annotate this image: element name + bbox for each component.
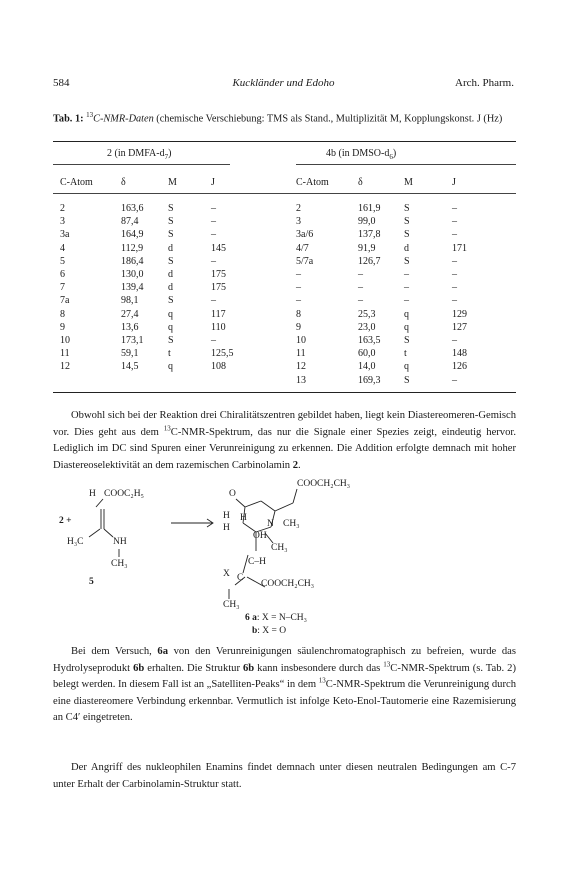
table-cell: 161,9 bbox=[358, 203, 381, 214]
table-cell: 127 bbox=[452, 321, 467, 333]
journal-name: Arch. Pharm. bbox=[455, 77, 514, 89]
table-cell: d bbox=[168, 282, 173, 294]
table-cell: – bbox=[452, 203, 457, 214]
caption-isotope: 13 bbox=[86, 111, 94, 119]
caption-title: C-NMR-Daten bbox=[93, 113, 154, 125]
table-cell: 3 bbox=[60, 216, 65, 228]
column-header: M bbox=[404, 177, 413, 188]
table-cell: 169,3 bbox=[358, 374, 381, 386]
table-cell: – bbox=[452, 374, 457, 386]
table-cell: 9 bbox=[60, 321, 65, 333]
table-cell: 11 bbox=[60, 348, 70, 360]
table-cell: 164,9 bbox=[121, 229, 144, 241]
table-cell: 129 bbox=[452, 308, 467, 320]
table-cell: 10 bbox=[60, 335, 70, 346]
reactant-2-prefix: 2 + bbox=[59, 516, 72, 526]
table-cell: 23,0 bbox=[358, 321, 376, 333]
table-cell: S bbox=[168, 203, 174, 214]
table-cell: 139,4 bbox=[121, 282, 144, 294]
product-ch3b: CH₃ bbox=[271, 543, 288, 553]
product-h3a: H bbox=[240, 513, 247, 523]
table-cell: d bbox=[168, 242, 173, 254]
running-header bbox=[53, 77, 514, 91]
table-cell: 173,1 bbox=[121, 335, 144, 346]
table-cell: d bbox=[404, 242, 409, 254]
table-cell: – bbox=[452, 229, 457, 241]
header-bottom-rule bbox=[53, 193, 516, 194]
table-caption bbox=[53, 108, 516, 126]
table-cell: 13,6 bbox=[121, 321, 139, 333]
table-cell: q bbox=[404, 308, 409, 320]
table-cell: – bbox=[452, 335, 457, 346]
table-label: Tab. 1: bbox=[53, 113, 84, 125]
table-cell: S bbox=[168, 295, 174, 307]
product-label-6a: 6 a: X = N–CH₃ bbox=[245, 613, 307, 623]
table-cell: 186,4 bbox=[121, 255, 144, 267]
table-cell: 8 bbox=[296, 308, 301, 320]
table-cell: 13 bbox=[296, 374, 306, 386]
table-cell: 137,8 bbox=[358, 229, 381, 241]
table-cell: t bbox=[404, 348, 407, 360]
table-cell: – bbox=[211, 335, 216, 346]
table-cell: – bbox=[452, 282, 457, 294]
table-cell: S bbox=[168, 255, 174, 267]
table-cell: 126 bbox=[452, 361, 467, 373]
table-cell: 117 bbox=[211, 308, 226, 320]
table-cell: 130,0 bbox=[121, 269, 144, 280]
table-cell: S bbox=[168, 229, 174, 241]
table-cell: S bbox=[168, 216, 174, 228]
table-cell: 25,3 bbox=[358, 308, 376, 320]
table-cell: 108 bbox=[211, 361, 226, 373]
product-n: N bbox=[267, 519, 274, 529]
table-cell: – bbox=[296, 269, 301, 280]
table-cell: 11 bbox=[296, 348, 306, 360]
table-cell: 9 bbox=[296, 321, 301, 333]
column-header: C-Atom bbox=[60, 177, 93, 188]
table-cell: d bbox=[168, 269, 173, 280]
group-header-right: 4b (in DMSO-$d_6$) bbox=[326, 148, 397, 161]
table-cell: 14,5 bbox=[121, 361, 139, 373]
table-cell: 91,9 bbox=[358, 242, 376, 254]
reactant-label: 5 bbox=[89, 577, 94, 587]
table-cell: 148 bbox=[452, 348, 467, 360]
running-authors: Kuckländer und Edoho bbox=[232, 77, 335, 89]
product-h1: H bbox=[223, 511, 230, 521]
product-ester-top: COOCH₂CH₃ bbox=[297, 479, 351, 489]
table-cell: – bbox=[404, 282, 409, 294]
table-cell: 7 bbox=[60, 282, 65, 294]
table-cell: 3 bbox=[296, 216, 301, 228]
product-oh: OH bbox=[253, 531, 267, 541]
table-cell: 5/7a bbox=[296, 255, 314, 267]
table-cell: 98,1 bbox=[121, 295, 139, 307]
table-cell: S bbox=[404, 374, 410, 386]
table-cell: q bbox=[168, 321, 173, 333]
table-cell: 10 bbox=[296, 335, 306, 346]
table-cell: 126,7 bbox=[358, 255, 381, 267]
table-cell: 163,6 bbox=[121, 203, 144, 214]
product-nch3: CH₃ bbox=[283, 519, 300, 529]
table-top-rule bbox=[53, 141, 516, 142]
table-cell: 3a/6 bbox=[296, 229, 314, 241]
table-cell: 6 bbox=[60, 269, 65, 280]
reaction-scheme bbox=[53, 477, 516, 627]
product-o: O bbox=[229, 489, 236, 499]
table-cell: S bbox=[404, 203, 410, 214]
product-label-6b: b: X = O bbox=[252, 626, 287, 636]
table-cell: – bbox=[452, 216, 457, 228]
caption-rest: (chemische Verschiebung: TMS als Stand., Multiplizität M, Kopplungskonst. J (Hz) bbox=[153, 113, 503, 125]
table-cell: – bbox=[211, 295, 216, 307]
table-cell: 87,4 bbox=[121, 216, 139, 228]
table-cell: 145 bbox=[211, 242, 226, 254]
group-left-rule bbox=[53, 164, 230, 165]
paragraph-3: Der Angriff des nukleophilen Enamins findet demnach unter diesen neutralen Bedingungen am C-7 unter Erhalt der Carbinolamin-Struktur statt. bbox=[53, 762, 516, 790]
table-cell: 110 bbox=[211, 321, 226, 333]
paragraph-2: Bei dem Versuch, 6a von den Verunreinigungen säulenchromatographisch zu befreien, wurde das Hydrolyseprodukt 6b erhalten. Die Struktur 6b kann insbesondere durch das $^{13}$C-NMR-Spektrum (s. Tab. 2) belegt werden. In diesem Fall ist an „Satelliten-Peaks“ in dem $^{13}$C-NMR-Spektrum die Verunreinigung durch eine diastereomere Verbindung erkennbar. Vermutlich ist infolge Keto-Enol-Tautomerie eine Razemisierung an C4′ eingetreten. bbox=[53, 646, 517, 723]
table-cell: – bbox=[211, 203, 216, 214]
table-cell: 12 bbox=[296, 361, 306, 373]
table-cell: – bbox=[404, 295, 409, 307]
table-cell: 14,0 bbox=[358, 361, 376, 373]
table-cell: 175 bbox=[211, 282, 226, 294]
table-cell: 2 bbox=[296, 203, 301, 214]
table-cell: – bbox=[358, 282, 363, 294]
group-header-left: 2 (in DMFA-$d_7$) bbox=[107, 148, 172, 161]
table-cell: q bbox=[404, 361, 409, 373]
reactant-h: H bbox=[89, 489, 96, 499]
table-cell: 4/7 bbox=[296, 242, 309, 254]
reactant-nh: NH bbox=[113, 537, 127, 547]
table-cell: – bbox=[211, 229, 216, 241]
table-cell: 27,4 bbox=[121, 308, 139, 320]
table-cell: q bbox=[404, 321, 409, 333]
column-header: M bbox=[168, 177, 177, 188]
table-cell: – bbox=[358, 269, 363, 280]
group-right-rule bbox=[296, 164, 516, 165]
reactant-ch3: CH₃ bbox=[111, 559, 128, 569]
table-cell: – bbox=[358, 295, 363, 307]
table-cell: q bbox=[168, 361, 173, 373]
table-cell: – bbox=[296, 282, 301, 294]
page-number: 584 bbox=[53, 77, 70, 89]
table-cell: 99,0 bbox=[358, 216, 376, 228]
table-cell: 3a bbox=[60, 229, 70, 241]
column-header: δ bbox=[121, 177, 126, 188]
product-h2: H bbox=[223, 523, 230, 533]
table-cell: – bbox=[211, 216, 216, 228]
table-cell: S bbox=[404, 335, 410, 346]
product-c: C bbox=[237, 573, 244, 583]
product-ester-bottom: COOCH₂CH₃ bbox=[261, 579, 315, 589]
reactant-h3c: H₃C bbox=[67, 537, 84, 547]
table-cell: – bbox=[211, 255, 216, 267]
column-header: C-Atom bbox=[296, 177, 329, 188]
reactant-ester: COOC₂H₅ bbox=[104, 489, 144, 499]
table-cell: – bbox=[452, 255, 457, 267]
table-cell: 7a bbox=[60, 295, 70, 307]
table-cell: S bbox=[404, 229, 410, 241]
table-cell: S bbox=[404, 216, 410, 228]
table-cell: 4 bbox=[60, 242, 65, 254]
table-cell: t bbox=[168, 348, 171, 360]
table-cell: 5 bbox=[60, 255, 65, 267]
table-cell: 59,1 bbox=[121, 348, 139, 360]
table-cell: 125,5 bbox=[211, 348, 234, 360]
product-ch: C–H bbox=[248, 557, 266, 567]
table-cell: 60,0 bbox=[358, 348, 376, 360]
table-cell: 171 bbox=[452, 242, 467, 254]
table-cell: – bbox=[452, 295, 457, 307]
scheme-label-6b-row bbox=[53, 626, 516, 640]
table-cell: 2 bbox=[60, 203, 65, 214]
column-header: J bbox=[452, 177, 456, 188]
table-cell: 8 bbox=[60, 308, 65, 320]
table-cell: 112,9 bbox=[121, 242, 144, 254]
table-cell: 12 bbox=[60, 361, 70, 373]
column-header: J bbox=[211, 177, 215, 188]
table-cell: – bbox=[404, 269, 409, 280]
product-ch3c: CH₃ bbox=[223, 600, 240, 610]
table-cell: – bbox=[296, 295, 301, 307]
table-cell: S bbox=[404, 255, 410, 267]
product-x: X bbox=[223, 569, 230, 579]
paragraph-1: Obwohl sich bei der Reaktion drei Chiralitätszentren gebildet haben, liegt kein Diastereomeren-Gemisch vor. Dies geht aus dem $^{13}$C-NMR-Spektrum, das nur die Signale einer Spezies zeigt, eindeutig hervor. Lediglich im DC sind Spuren einer Verunreinigung zu erkennen. Die Addition erfolgte demnach mit hoher Diastereoselektivität an dem razemischen Carbinolamin 2. bbox=[53, 410, 516, 471]
table-cell: S bbox=[168, 335, 174, 346]
table-bottom-rule bbox=[53, 392, 516, 393]
table-cell: q bbox=[168, 308, 173, 320]
table-cell: – bbox=[452, 269, 457, 280]
table-cell: 163,5 bbox=[358, 335, 381, 346]
column-header: δ bbox=[358, 177, 363, 188]
table-cell: 175 bbox=[211, 269, 226, 280]
